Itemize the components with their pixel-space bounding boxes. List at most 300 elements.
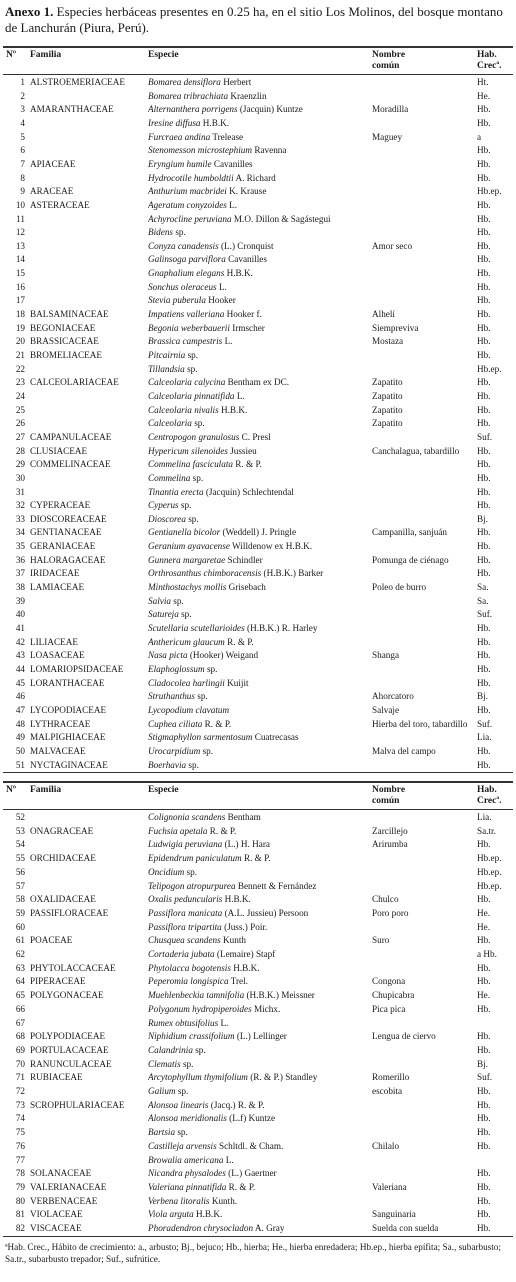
row-family: RANUNCULACEAE bbox=[30, 1058, 112, 1069]
row-common-name: Campanilla, sanjuán bbox=[372, 527, 448, 538]
table-row bbox=[3, 295, 513, 306]
species-epithet: Gunnera margaretae bbox=[148, 554, 226, 565]
row-species bbox=[148, 418, 370, 429]
row-species bbox=[148, 1223, 370, 1234]
species-epithet: Elaphoglossum bbox=[148, 663, 205, 674]
table-footnote: ªHab. Crec., Hábito de crecimiento: a., arbusto; Bj., bejuco; Hb., hierba; He., hierba enredadera; Hb.ep., hierba epífita; Sa., subarbusto; Sa.tr., subarbusto trepador; Suf., sufrútice. bbox=[5, 1242, 501, 1264]
table-row bbox=[3, 678, 513, 689]
species-author: sp. bbox=[175, 1127, 188, 1138]
species-author: Trelease bbox=[210, 131, 244, 142]
row-growth-habit: Hb. bbox=[477, 145, 491, 156]
row-family: PHYTOLACCACEAE bbox=[30, 962, 116, 973]
row-growth-habit: Hb.ep. bbox=[477, 186, 502, 197]
row-family: LAMIACEAE bbox=[30, 582, 85, 593]
table-row bbox=[3, 91, 513, 102]
table-row bbox=[3, 1155, 513, 1166]
row-number: 8 bbox=[20, 172, 25, 183]
row-species bbox=[148, 1100, 370, 1111]
row-number: 67 bbox=[15, 1017, 25, 1028]
row-number: 59 bbox=[15, 907, 25, 918]
species-author: Cuatrecasas bbox=[252, 732, 299, 743]
species-author: H.B.K. bbox=[224, 268, 253, 279]
row-species bbox=[148, 908, 370, 919]
row-species bbox=[148, 1168, 370, 1179]
species-epithet: Bomarea densiflora bbox=[148, 77, 221, 87]
row-growth-habit: Suf. bbox=[477, 1072, 493, 1083]
species-author: Kuijit bbox=[224, 677, 249, 688]
row-number: 14 bbox=[15, 254, 25, 265]
row-growth-habit: Hb. bbox=[477, 117, 491, 128]
row-species bbox=[148, 118, 370, 129]
row-species bbox=[148, 1209, 370, 1220]
row-common-name: escobita bbox=[372, 1086, 403, 1096]
row-number: 71 bbox=[15, 1072, 25, 1083]
row-species bbox=[148, 963, 370, 974]
table-row bbox=[3, 200, 513, 211]
species-epithet: Calceolaria calycina bbox=[148, 377, 226, 388]
row-number: 76 bbox=[15, 1140, 25, 1151]
row-growth-habit: Hb. bbox=[477, 390, 491, 401]
row-species bbox=[148, 500, 370, 511]
species-author: A. Richard bbox=[233, 172, 276, 183]
species-author: (A.L. Jussieu) Persoon bbox=[222, 907, 309, 918]
row-number: 31 bbox=[15, 486, 25, 497]
row-species bbox=[148, 894, 370, 905]
species-epithet: Struthanthus bbox=[148, 691, 195, 702]
row-growth-habit: Hb. bbox=[477, 1003, 491, 1014]
row-family: LOMARIOPSIDACEAE bbox=[30, 663, 124, 674]
row-species bbox=[148, 309, 370, 320]
row-species bbox=[148, 678, 370, 689]
species-author: Ravenna bbox=[252, 145, 287, 156]
species-author: sp. bbox=[204, 663, 218, 674]
row-number: 10 bbox=[15, 199, 25, 210]
row-growth-habit: Hb. bbox=[477, 445, 491, 456]
row-growth-habit: Hb. bbox=[477, 636, 491, 647]
header-species: Especie bbox=[148, 785, 179, 795]
row-number: 26 bbox=[15, 418, 25, 429]
table-row bbox=[3, 1182, 513, 1193]
row-number: 64 bbox=[15, 976, 25, 987]
table-row bbox=[3, 719, 513, 730]
species-epithet: Polygonum hydropiperoides bbox=[148, 1003, 252, 1014]
table-caption bbox=[5, 4, 513, 36]
row-species bbox=[148, 91, 370, 102]
row-number: 66 bbox=[15, 1003, 25, 1014]
row-common-name: Romerillo bbox=[372, 1072, 410, 1083]
table-row bbox=[3, 1209, 513, 1220]
row-number: 78 bbox=[15, 1168, 25, 1179]
table-row bbox=[3, 963, 513, 974]
species-author: sp. bbox=[180, 1058, 194, 1069]
row-family: PORTULACACEAE bbox=[30, 1044, 109, 1055]
species-author: Hooker bbox=[205, 295, 236, 306]
species-author: Schindler bbox=[225, 554, 263, 565]
species-epithet: Dioscorea bbox=[148, 513, 186, 524]
row-growth-habit: Hb. bbox=[477, 240, 491, 251]
row-number: 77 bbox=[15, 1154, 25, 1165]
species-epithet: Bomarea tribrachiata bbox=[148, 90, 229, 101]
row-number: 34 bbox=[15, 527, 25, 538]
row-number: 4 bbox=[20, 117, 25, 128]
row-family: LOASACEAE bbox=[30, 650, 85, 661]
row-number: 60 bbox=[15, 921, 25, 932]
row-growth-habit: Hb. bbox=[477, 1044, 491, 1055]
species-author: (Jacquin) Kuntze bbox=[237, 104, 303, 115]
row-growth-habit: Hb.ep. bbox=[477, 866, 502, 877]
row-family: ALSTROEMERIACEAE bbox=[30, 77, 125, 87]
row-growth-habit: Hb. bbox=[477, 839, 491, 850]
row-growth-habit: Hb. bbox=[477, 418, 491, 429]
table1-header-rule bbox=[3, 74, 513, 75]
row-growth-habit: Suf. bbox=[477, 609, 493, 620]
species-epithet: Clematis bbox=[148, 1058, 181, 1069]
row-species bbox=[148, 719, 370, 730]
row-growth-habit: Hb. bbox=[477, 158, 491, 169]
species-author: Schltdl. & Cham. bbox=[216, 1140, 284, 1151]
row-growth-habit: Hb. bbox=[477, 554, 491, 565]
row-growth-habit: Sa.tr. bbox=[477, 825, 496, 836]
row-number: 44 bbox=[15, 663, 25, 674]
row-number: 2 bbox=[20, 90, 25, 101]
row-species bbox=[148, 186, 370, 197]
table-row bbox=[3, 145, 513, 156]
row-growth-habit: Hb. bbox=[477, 527, 491, 538]
species-author: Jussieu bbox=[227, 445, 257, 456]
row-species bbox=[148, 664, 370, 675]
row-species bbox=[148, 812, 370, 823]
row-species bbox=[148, 459, 370, 470]
row-family: LILIACEAE bbox=[30, 636, 78, 647]
row-number: 63 bbox=[15, 962, 25, 973]
species-epithet: Anthurium macbridei bbox=[148, 186, 227, 197]
row-number: 58 bbox=[15, 894, 25, 905]
table-row bbox=[3, 922, 513, 933]
table-row bbox=[3, 473, 513, 484]
species-epithet: Orthrosanthus chimboracensis bbox=[148, 568, 262, 579]
row-species bbox=[148, 609, 370, 620]
row-species bbox=[148, 159, 370, 170]
row-number: 33 bbox=[15, 513, 25, 524]
table-row bbox=[3, 1141, 513, 1152]
species-author: (Juss.) Poir. bbox=[221, 921, 268, 932]
table-row bbox=[3, 582, 513, 593]
table-row bbox=[3, 446, 513, 457]
species-author: Willdenow ex H.B.K. bbox=[229, 541, 313, 552]
species-epithet: Galium bbox=[148, 1086, 176, 1096]
species-author: Herbert bbox=[220, 77, 252, 87]
row-family: CYPERACEAE bbox=[30, 500, 91, 511]
species-epithet: Tillandsia bbox=[148, 363, 185, 374]
species-epithet: Passiflora tripartita bbox=[148, 921, 222, 932]
row-growth-habit: Suf. bbox=[477, 431, 493, 442]
table-row bbox=[3, 760, 513, 771]
row-family: NYCTAGINACEAE bbox=[30, 759, 108, 770]
row-common-name: Amor seco bbox=[372, 240, 413, 251]
table-row bbox=[3, 254, 513, 265]
table-row bbox=[3, 1072, 513, 1083]
row-species bbox=[148, 705, 370, 716]
row-number: 23 bbox=[15, 377, 25, 388]
row-number: 13 bbox=[15, 240, 25, 251]
table-row bbox=[3, 132, 513, 143]
table-row bbox=[3, 418, 513, 429]
row-species bbox=[148, 650, 370, 661]
table-row bbox=[3, 227, 513, 238]
table-row bbox=[3, 867, 513, 878]
species-epithet: Lycopodium clavatum bbox=[148, 704, 230, 715]
row-common-name: Ahorcatoro bbox=[372, 691, 414, 702]
species-author: R. & P. bbox=[241, 853, 271, 864]
species-author: Bennett & Fernández bbox=[235, 880, 317, 891]
species-author: (Jacquin) Schlechtendal bbox=[203, 486, 294, 497]
row-common-name: Zapatito bbox=[372, 418, 403, 429]
row-growth-habit: Hb. bbox=[477, 1195, 491, 1206]
species-author: L. bbox=[216, 281, 227, 292]
species-author: sp. bbox=[185, 350, 199, 360]
species-epithet: Alternanthera porrigens bbox=[148, 104, 238, 115]
species-epithet: Anthericum glaucum bbox=[148, 636, 225, 647]
row-number: 68 bbox=[15, 1031, 25, 1042]
row-family: ASTERACEAE bbox=[30, 199, 90, 210]
row-number: 28 bbox=[15, 445, 25, 456]
table-row bbox=[3, 405, 513, 416]
row-family: LORANTHACEAE bbox=[30, 677, 105, 688]
row-growth-habit: Hb.ep. bbox=[477, 880, 502, 891]
row-common-name: Lengua de ciervo bbox=[372, 1031, 436, 1042]
row-growth-habit: Hb. bbox=[477, 962, 491, 973]
row-family: OXALIDACEAE bbox=[30, 894, 96, 905]
header-no: Nº bbox=[6, 785, 16, 795]
row-species bbox=[148, 104, 370, 115]
species-author: sp. bbox=[184, 363, 198, 374]
table-row bbox=[3, 623, 513, 634]
table-row bbox=[3, 268, 513, 279]
row-common-name: Chulco bbox=[372, 894, 399, 905]
header-common-2: común bbox=[372, 61, 400, 71]
row-common-name: Salvaje bbox=[372, 704, 400, 715]
row-family: SOLANACEAE bbox=[30, 1168, 92, 1179]
species-author: H.B.K. bbox=[230, 962, 260, 973]
row-family: VISCACEAE bbox=[30, 1223, 82, 1233]
row-species bbox=[148, 268, 370, 279]
row-growth-habit: Hb. bbox=[477, 1181, 491, 1192]
species-author: sp. bbox=[192, 1044, 206, 1055]
row-family: VALERIANACEAE bbox=[30, 1181, 107, 1192]
species-author: L. bbox=[234, 390, 245, 401]
row-species bbox=[148, 1018, 370, 1029]
table-row bbox=[3, 1100, 513, 1111]
row-common-name: Siempreviva bbox=[372, 322, 419, 333]
row-species bbox=[148, 1155, 370, 1166]
row-common-name: Moradilla bbox=[372, 104, 409, 115]
row-number: 49 bbox=[15, 732, 25, 743]
table-row bbox=[3, 241, 513, 252]
row-common-name: Hierba del toro, tabardillo bbox=[372, 718, 468, 729]
row-species bbox=[148, 200, 370, 211]
row-growth-habit: Hb. bbox=[477, 894, 491, 905]
row-family: GERANIACEAE bbox=[30, 541, 96, 552]
table-row bbox=[3, 705, 513, 716]
row-species bbox=[148, 839, 370, 850]
table-row bbox=[3, 839, 513, 850]
species-author: R. & P. bbox=[224, 636, 254, 647]
row-species bbox=[148, 527, 370, 538]
table1-top-rule bbox=[3, 46, 513, 48]
table-row bbox=[3, 990, 513, 1001]
row-species bbox=[148, 867, 370, 878]
row-family: HALORAGACEAE bbox=[30, 554, 106, 565]
species-epithet: Commelina fasciculata bbox=[148, 459, 233, 470]
table-row bbox=[3, 568, 513, 579]
species-author: R. & P. bbox=[232, 459, 262, 470]
species-author: Kraenzlin bbox=[228, 90, 267, 101]
row-growth-habit: He. bbox=[477, 990, 491, 1001]
row-species bbox=[148, 391, 370, 402]
row-growth-habit: Hb. bbox=[477, 1086, 491, 1096]
row-species bbox=[148, 1086, 370, 1097]
header-species: Especie bbox=[148, 50, 179, 60]
table-row bbox=[3, 746, 513, 757]
species-author: (Lemaire) Stapf bbox=[214, 949, 276, 959]
row-number: 53 bbox=[15, 825, 25, 836]
row-number: 38 bbox=[15, 582, 25, 593]
row-species bbox=[148, 132, 370, 143]
header-hab-2: Crecª. bbox=[477, 61, 502, 71]
species-epithet: Colignonia scandens bbox=[148, 812, 226, 822]
row-growth-habit: Bj. bbox=[477, 513, 488, 524]
row-common-name: Pica pica bbox=[372, 1003, 406, 1014]
row-number: 7 bbox=[20, 158, 25, 169]
row-number: 35 bbox=[15, 541, 25, 552]
species-author: R. & P. bbox=[207, 825, 237, 836]
table-row bbox=[3, 637, 513, 648]
row-growth-habit: Hb. bbox=[477, 1099, 491, 1110]
row-number: 82 bbox=[15, 1223, 25, 1233]
table-row bbox=[3, 391, 513, 402]
species-epithet: Telipogon atropurpurea bbox=[148, 880, 236, 891]
row-species bbox=[148, 990, 370, 1001]
row-species bbox=[148, 691, 370, 702]
row-number: 72 bbox=[15, 1086, 25, 1096]
row-growth-habit: Bj. bbox=[477, 691, 488, 702]
species-author: H.B.K. bbox=[193, 1209, 223, 1220]
row-species bbox=[148, 145, 370, 156]
species-epithet: Epidendrum paniculatum bbox=[148, 853, 242, 864]
row-number: 52 bbox=[15, 812, 25, 822]
row-number: 36 bbox=[15, 554, 25, 565]
row-family: SCROPHULARIACEAE bbox=[30, 1099, 125, 1110]
table-row bbox=[3, 894, 513, 905]
species-author: sp. bbox=[184, 866, 197, 877]
species-epithet: Stevia puberula bbox=[148, 295, 206, 306]
species-author: (H.B.K.) R. Harley bbox=[244, 623, 318, 633]
row-common-name: Maguey bbox=[372, 131, 403, 142]
species-epithet: Urocarpidium bbox=[148, 745, 201, 756]
row-growth-habit: Hb. bbox=[477, 350, 491, 360]
row-growth-habit: He. bbox=[477, 907, 491, 918]
row-number: 30 bbox=[15, 472, 25, 483]
species-epithet: Stigmaphyllon sarmentosum bbox=[148, 732, 253, 743]
row-species bbox=[148, 1182, 370, 1193]
row-species bbox=[148, 77, 370, 88]
row-number: 40 bbox=[15, 609, 25, 620]
species-epithet: Cladocolea harlingii bbox=[148, 677, 225, 688]
table-row bbox=[3, 949, 513, 960]
row-number: 51 bbox=[15, 759, 25, 770]
row-species bbox=[148, 568, 370, 579]
species-author: (L.) Cronquist bbox=[218, 240, 274, 251]
species-author: sp. bbox=[178, 500, 192, 511]
row-number: 18 bbox=[15, 309, 25, 320]
species-epithet: Ageratum conyzoides bbox=[148, 199, 227, 210]
species-epithet: Satureja bbox=[148, 609, 179, 620]
row-species bbox=[148, 746, 370, 757]
row-family: LYCOPODIACEAE bbox=[30, 704, 107, 715]
row-number: 50 bbox=[15, 745, 25, 756]
table-row bbox=[3, 282, 513, 293]
row-number: 80 bbox=[15, 1195, 25, 1206]
row-number: 42 bbox=[15, 636, 25, 647]
caption-text: Especies herbáceas presentes en 0.25 ha, en el sitio Los Molinos, del bosque montano de Lanchurán (Piura, Perú). bbox=[5, 4, 503, 35]
table-row bbox=[3, 350, 513, 361]
row-number: 39 bbox=[15, 595, 25, 606]
species-author: Irmscher bbox=[229, 322, 265, 333]
species-epithet: Passiflora manicata bbox=[148, 907, 223, 918]
species-epithet: Salvia bbox=[148, 595, 171, 606]
species-author: (H.B.K.) Meissner bbox=[244, 990, 315, 1001]
table-row bbox=[3, 908, 513, 919]
row-growth-habit: Hb. bbox=[477, 745, 491, 756]
row-growth-habit: Hb. bbox=[477, 623, 491, 633]
species-epithet: Castilleja arvensis bbox=[148, 1140, 217, 1151]
row-growth-habit: Hb. bbox=[477, 1113, 491, 1124]
row-growth-habit: Hb. bbox=[477, 281, 491, 292]
row-number: 73 bbox=[15, 1099, 25, 1110]
table-row bbox=[3, 500, 513, 511]
table-row bbox=[3, 609, 513, 620]
species-epithet: Pitcairnia bbox=[148, 350, 186, 360]
species-epithet: Bartsia bbox=[148, 1127, 176, 1138]
table-row bbox=[3, 853, 513, 864]
species-epithet: Boerhavia bbox=[148, 759, 187, 770]
row-number: 55 bbox=[15, 853, 25, 864]
table-row bbox=[3, 541, 513, 552]
species-author: L. bbox=[218, 1017, 229, 1028]
row-number: 24 bbox=[15, 390, 25, 401]
species-epithet: Niphidium crassifolium bbox=[148, 1031, 235, 1042]
species-epithet: Alonsoa linearis bbox=[148, 1099, 209, 1110]
row-number: 81 bbox=[15, 1209, 25, 1220]
species-author: L. bbox=[222, 336, 233, 347]
row-species bbox=[148, 1004, 370, 1015]
species-epithet: Hydrocotile humboldtii bbox=[148, 172, 234, 183]
species-author: M.O. Dillon & Sagástegui bbox=[231, 213, 331, 224]
row-number: 5 bbox=[20, 131, 25, 142]
table-row bbox=[3, 650, 513, 661]
row-species bbox=[148, 1113, 370, 1124]
row-family: CALCEOLARIACEAE bbox=[30, 377, 119, 388]
row-growth-habit: Hb. bbox=[477, 104, 491, 115]
row-common-name: Sanguinaria bbox=[372, 1209, 416, 1220]
species-author: H.B.K. bbox=[200, 117, 230, 128]
row-species bbox=[148, 282, 370, 293]
row-number: 47 bbox=[15, 704, 25, 715]
row-common-name: Canchalagua, tabardillo bbox=[372, 445, 460, 456]
row-number: 21 bbox=[15, 350, 25, 360]
row-family: APIACEAE bbox=[30, 158, 76, 169]
species-epithet: Cortaderia jubata bbox=[148, 949, 215, 959]
